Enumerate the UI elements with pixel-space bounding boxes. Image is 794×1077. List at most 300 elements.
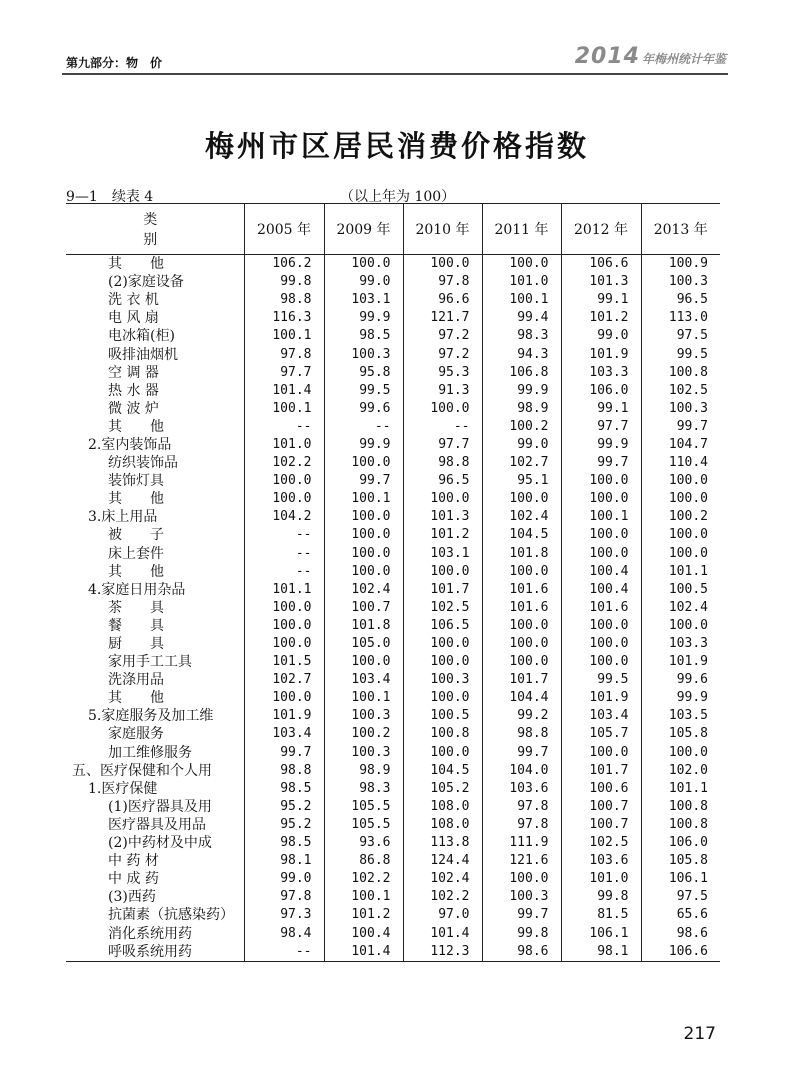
value-cell: 106.8 (482, 364, 561, 382)
value-cell: 97.7 (403, 436, 482, 454)
value-cell: 101.4 (324, 943, 403, 962)
category-cell: 五、医疗保健和个人用 (72, 762, 212, 779)
table-row (66, 707, 720, 725)
value-cell: 101.6 (482, 581, 561, 599)
value-cell: 86.8 (324, 852, 403, 870)
category-cell: 呼吸系统用药 (66, 943, 244, 962)
table-row (66, 744, 720, 762)
value-cell: 65.6 (641, 906, 720, 924)
value-cell: 103.6 (482, 780, 561, 798)
value-cell: 102.2 (244, 454, 324, 472)
value-cell: 100.0 (324, 563, 403, 581)
value-cell: 99.8 (561, 888, 641, 906)
value-cell: 95.2 (244, 798, 324, 816)
category-cell: 其 他 (108, 256, 164, 273)
value-cell: 99.8 (482, 924, 561, 942)
value-cell: 100.0 (403, 635, 482, 653)
value-cell: 105.5 (324, 798, 403, 816)
value-cell: 111.9 (482, 834, 561, 852)
category-cell: (2)中药材及中成 (108, 835, 212, 852)
table-row (66, 780, 720, 798)
page-title: 梅州市区居民消费价格指数 (204, 129, 589, 163)
value-cell: 100.1 (244, 400, 324, 418)
value-cell: 91.3 (403, 382, 482, 400)
category-cell: 洗 衣 机 (108, 292, 159, 309)
value-cell: -- (324, 418, 403, 436)
value-cell: 98.3 (324, 780, 403, 798)
value-cell: 100.0 (403, 255, 482, 274)
value-cell: 99.9 (641, 689, 720, 707)
table-row (66, 906, 720, 924)
value-cell: 100.3 (324, 744, 403, 762)
value-cell: 99.5 (324, 382, 403, 400)
value-cell: 108.0 (403, 798, 482, 816)
category-cell: 3.床上用品 (88, 509, 158, 526)
value-cell: 95.8 (324, 364, 403, 382)
base-note: （以上年为 100） (340, 189, 456, 205)
table-row (66, 943, 720, 962)
value-cell: 105.8 (641, 852, 720, 870)
value-cell: 100.4 (561, 563, 641, 581)
value-cell: 100.1 (324, 888, 403, 906)
category-cell: 2.室内装饰品 (88, 436, 172, 453)
value-cell: 99.1 (561, 400, 641, 418)
value-cell: 104.2 (244, 508, 324, 526)
section-header: 第九部分：物 价 (66, 56, 163, 70)
value-cell: 99.0 (561, 327, 641, 345)
value-cell: 108.0 (403, 816, 482, 834)
value-cell: 102.5 (641, 382, 720, 400)
table-row (66, 345, 720, 363)
value-cell: 101.9 (641, 653, 720, 671)
value-cell: 100.0 (561, 472, 641, 490)
value-cell: 99.7 (244, 744, 324, 762)
value-cell: 100.5 (403, 707, 482, 725)
value-cell: 101.7 (561, 762, 641, 780)
value-cell: 104.4 (482, 689, 561, 707)
table-row (66, 327, 720, 345)
value-cell: 100.1 (324, 490, 403, 508)
value-cell: 99.6 (641, 671, 720, 689)
table-row (66, 309, 720, 327)
value-cell: 99.9 (561, 436, 641, 454)
value-cell: 104.5 (482, 526, 561, 544)
value-cell: 104.5 (403, 762, 482, 780)
value-cell: 98.5 (244, 780, 324, 798)
category-cell: 5.家庭服务及加工维 (88, 708, 214, 725)
table-row (66, 689, 720, 707)
value-cell: 97.8 (482, 816, 561, 834)
category-cell: 其 他 (108, 418, 164, 435)
value-cell: 101.6 (482, 599, 561, 617)
table-row (66, 273, 720, 291)
value-cell: 98.5 (244, 834, 324, 852)
category-cell: 纺织装饰品 (108, 455, 178, 472)
table-row (66, 725, 720, 743)
value-cell: 100.0 (561, 744, 641, 762)
value-cell: 95.2 (244, 816, 324, 834)
value-cell: 95.3 (403, 364, 482, 382)
column-header: 2009 年 (324, 204, 403, 255)
value-cell: 102.5 (561, 834, 641, 852)
category-cell: 加工维修服务 (108, 744, 192, 761)
value-cell: 99.2 (482, 707, 561, 725)
value-cell: 100.0 (561, 635, 641, 653)
value-cell: 102.4 (641, 599, 720, 617)
value-cell: 96.5 (641, 291, 720, 309)
table-row (66, 545, 720, 563)
value-cell: 99.5 (641, 345, 720, 363)
value-cell: 102.4 (482, 508, 561, 526)
table-row (66, 472, 720, 490)
value-cell: 100.0 (482, 617, 561, 635)
value-cell: 98.5 (324, 327, 403, 345)
yearbook-year: 2014 (574, 44, 640, 69)
value-cell: 104.0 (482, 762, 561, 780)
value-cell: 100.0 (482, 255, 561, 274)
value-cell: 100.0 (324, 653, 403, 671)
value-cell: 103.4 (324, 671, 403, 689)
value-cell: -- (244, 563, 324, 581)
value-cell: 100.0 (482, 563, 561, 581)
value-cell: 100.9 (641, 255, 720, 274)
table-row (66, 255, 720, 274)
value-cell: 101.1 (641, 563, 720, 581)
value-cell: 100.0 (641, 472, 720, 490)
value-cell: 100.2 (324, 725, 403, 743)
value-cell: 100.0 (403, 563, 482, 581)
value-cell: 113.0 (641, 309, 720, 327)
value-cell: 93.6 (324, 834, 403, 852)
value-cell: 97.5 (641, 888, 720, 906)
table-header-row (66, 204, 720, 255)
value-cell: 98.9 (482, 400, 561, 418)
category-cell: 医疗器具及用品 (108, 816, 206, 833)
page-number: 217 (683, 1024, 716, 1044)
value-cell: 99.0 (482, 436, 561, 454)
value-cell: 106.0 (561, 382, 641, 400)
value-cell: 100.0 (641, 617, 720, 635)
value-cell: 100.5 (641, 581, 720, 599)
value-cell: 100.1 (561, 508, 641, 526)
value-cell: 100.0 (403, 744, 482, 762)
header-rule (62, 73, 728, 75)
category-cell: 其 他 (108, 491, 164, 508)
category-cell: 家用手工工具 (108, 654, 192, 671)
table-row (66, 888, 720, 906)
table-id: 9—1 续表 4 (66, 189, 154, 205)
table-row (66, 454, 720, 472)
value-cell: 99.7 (482, 744, 561, 762)
table-row (66, 291, 720, 309)
value-cell: 101.2 (403, 526, 482, 544)
value-cell: 97.8 (244, 345, 324, 363)
table-row (66, 581, 720, 599)
value-cell: 100.0 (641, 545, 720, 563)
value-cell: 100.0 (641, 526, 720, 544)
value-cell: 97.2 (403, 327, 482, 345)
value-cell: 97.8 (482, 798, 561, 816)
value-cell: 100.0 (244, 635, 324, 653)
value-cell: 100.0 (324, 508, 403, 526)
table-row (66, 852, 720, 870)
category-cell: 被 子 (108, 527, 164, 544)
value-cell: 101.4 (244, 382, 324, 400)
value-cell: 100.3 (641, 400, 720, 418)
value-cell: 100.0 (324, 526, 403, 544)
value-cell: 97.7 (244, 364, 324, 382)
value-cell: 97.3 (244, 906, 324, 924)
value-cell: -- (244, 545, 324, 563)
value-cell: 121.7 (403, 309, 482, 327)
price-index-table (66, 203, 720, 962)
value-cell: 97.8 (244, 888, 324, 906)
value-cell: 98.8 (403, 454, 482, 472)
value-cell: 99.7 (641, 418, 720, 436)
value-cell: 99.5 (561, 671, 641, 689)
value-cell: 102.2 (324, 870, 403, 888)
category-cell: (1)医疗器具及用 (108, 798, 212, 815)
value-cell: 99.7 (561, 454, 641, 472)
value-cell: 106.6 (561, 255, 641, 274)
value-cell: 101.1 (244, 581, 324, 599)
value-cell: 100.0 (561, 545, 641, 563)
value-cell: 105.5 (324, 816, 403, 834)
value-cell: 99.7 (324, 472, 403, 490)
value-cell: 101.0 (561, 870, 641, 888)
value-cell: 100.8 (641, 364, 720, 382)
value-cell: 101.5 (244, 653, 324, 671)
value-cell: -- (244, 526, 324, 544)
table-row (66, 635, 720, 653)
value-cell: 98.6 (482, 943, 561, 962)
value-cell: 103.3 (561, 364, 641, 382)
value-cell: 98.9 (324, 762, 403, 780)
table-row (66, 418, 720, 436)
table-body (66, 255, 720, 962)
value-cell: 103.4 (561, 707, 641, 725)
value-cell: 100.0 (244, 689, 324, 707)
value-cell: 100.0 (244, 599, 324, 617)
value-cell: 103.1 (403, 545, 482, 563)
category-cell: 中 成 药 (108, 871, 159, 888)
value-cell: 98.6 (641, 924, 720, 942)
category-cell: (3)西药 (108, 889, 156, 906)
value-cell: 96.6 (403, 291, 482, 309)
table-row (66, 599, 720, 617)
value-cell: 100.7 (561, 816, 641, 834)
value-cell: 100.0 (244, 617, 324, 635)
value-cell: 100.0 (561, 526, 641, 544)
category-cell: 装饰灯具 (108, 473, 164, 490)
yearbook-name: 年梅州统计年鉴 (641, 52, 726, 66)
value-cell: 95.1 (482, 472, 561, 490)
value-cell: 98.1 (244, 852, 324, 870)
column-header: 2013 年 (641, 204, 720, 255)
category-cell: (2)家庭设备 (108, 274, 184, 291)
value-cell: 101.7 (403, 581, 482, 599)
table-row (66, 617, 720, 635)
value-cell: 100.3 (324, 707, 403, 725)
value-cell: 101.2 (561, 309, 641, 327)
yearbook-header (575, 44, 726, 69)
value-cell: 100.0 (403, 490, 482, 508)
value-cell: 112.3 (403, 943, 482, 962)
value-cell: 99.1 (561, 291, 641, 309)
value-cell: 105.8 (641, 725, 720, 743)
category-cell: 洗涤用品 (108, 672, 164, 689)
value-cell: 100.2 (482, 418, 561, 436)
value-cell: 100.2 (641, 508, 720, 526)
column-header: 2012 年 (561, 204, 641, 255)
category-cell: 抗菌素（抗感染药） (108, 907, 234, 924)
value-cell: 98.4 (244, 924, 324, 942)
value-cell: 100.0 (244, 490, 324, 508)
table-row (66, 924, 720, 942)
category-cell: 消化系统用药 (108, 925, 192, 942)
value-cell: 99.9 (482, 382, 561, 400)
value-cell: 101.3 (403, 508, 482, 526)
value-cell: 101.4 (403, 924, 482, 942)
value-cell: 100.3 (324, 345, 403, 363)
value-cell: 102.2 (403, 888, 482, 906)
category-cell: 其 他 (108, 690, 164, 707)
value-cell: 99.9 (324, 309, 403, 327)
value-cell: 103.5 (641, 707, 720, 725)
value-cell: 106.5 (403, 617, 482, 635)
value-cell: 100.3 (641, 273, 720, 291)
value-cell: 106.1 (561, 924, 641, 942)
value-cell: 101.9 (244, 707, 324, 725)
table-row (66, 798, 720, 816)
table-row (66, 816, 720, 834)
value-cell: 100.0 (403, 653, 482, 671)
value-cell: 116.3 (244, 309, 324, 327)
value-cell: 98.8 (244, 762, 324, 780)
column-header: 2010 年 (403, 204, 482, 255)
category-cell: 中 药 材 (108, 853, 159, 870)
value-cell: 101.7 (482, 671, 561, 689)
table-row (66, 526, 720, 544)
value-cell: 100.1 (244, 327, 324, 345)
value-cell: 100.0 (403, 400, 482, 418)
table-row (66, 834, 720, 852)
value-cell: 106.0 (641, 834, 720, 852)
value-cell: 101.8 (324, 617, 403, 635)
value-cell: 100.0 (641, 744, 720, 762)
value-cell: 101.3 (561, 273, 641, 291)
value-cell: 101.6 (561, 599, 641, 617)
category-cell: 床上套件 (108, 545, 164, 562)
value-cell: 99.7 (482, 906, 561, 924)
value-cell: 97.7 (561, 418, 641, 436)
value-cell: 105.0 (324, 635, 403, 653)
value-cell: 100.0 (482, 653, 561, 671)
value-cell: 102.5 (403, 599, 482, 617)
value-cell: 113.8 (403, 834, 482, 852)
value-cell: 102.7 (482, 454, 561, 472)
table-row (66, 563, 720, 581)
value-cell: 106.1 (641, 870, 720, 888)
table-row (66, 400, 720, 418)
table-row (66, 490, 720, 508)
table-row (66, 508, 720, 526)
value-cell: 97.5 (641, 327, 720, 345)
value-cell: 100.0 (561, 490, 641, 508)
value-cell: 97.0 (403, 906, 482, 924)
value-cell: 100.0 (244, 472, 324, 490)
value-cell: 100.0 (403, 689, 482, 707)
column-header: 2005 年 (244, 204, 324, 255)
table-row (66, 653, 720, 671)
value-cell: 103.6 (561, 852, 641, 870)
category-cell: 1.医疗保健 (88, 780, 158, 797)
value-cell: 101.9 (561, 345, 641, 363)
value-cell: 100.1 (324, 689, 403, 707)
value-cell: 100.7 (324, 599, 403, 617)
category-cell: 吸排油烟机 (108, 346, 178, 363)
value-cell: 100.4 (324, 924, 403, 942)
category-cell: 4.家庭日用杂品 (88, 581, 186, 598)
value-cell: 100.0 (324, 545, 403, 563)
category-cell: 家庭服务 (108, 726, 164, 743)
value-cell: -- (403, 418, 482, 436)
value-cell: 110.4 (641, 454, 720, 472)
value-cell: 102.4 (403, 870, 482, 888)
value-cell: 100.1 (482, 291, 561, 309)
table-row (66, 382, 720, 400)
value-cell: 99.0 (244, 870, 324, 888)
value-cell: 100.7 (561, 798, 641, 816)
value-cell: 99.9 (324, 436, 403, 454)
value-cell: 99.6 (324, 400, 403, 418)
value-cell: 99.0 (324, 273, 403, 291)
value-cell: 99.4 (482, 309, 561, 327)
value-cell: 100.0 (482, 635, 561, 653)
value-cell: 101.0 (244, 436, 324, 454)
value-cell: 100.6 (561, 780, 641, 798)
table-row (66, 364, 720, 382)
value-cell: 100.3 (403, 671, 482, 689)
table-row (66, 436, 720, 454)
category-cell: 餐 具 (108, 617, 164, 634)
value-cell: 100.8 (641, 798, 720, 816)
value-cell: 102.7 (244, 671, 324, 689)
value-cell: 121.6 (482, 852, 561, 870)
value-cell: 101.8 (482, 545, 561, 563)
value-cell: 94.3 (482, 345, 561, 363)
value-cell: 98.8 (482, 725, 561, 743)
value-cell: 100.0 (482, 870, 561, 888)
value-cell: 100.0 (324, 255, 403, 274)
value-cell: 103.3 (641, 635, 720, 653)
value-cell: 100.0 (482, 490, 561, 508)
value-cell: 98.3 (482, 327, 561, 345)
value-cell: 100.3 (482, 888, 561, 906)
value-cell: 105.7 (561, 725, 641, 743)
column-header: 类 别 (66, 204, 244, 255)
value-cell: 100.4 (561, 581, 641, 599)
column-header: 2011 年 (482, 204, 561, 255)
value-cell: 100.8 (403, 725, 482, 743)
value-cell: 103.1 (324, 291, 403, 309)
value-cell: 102.0 (641, 762, 720, 780)
value-cell: 106.6 (641, 943, 720, 962)
value-cell: 101.9 (561, 689, 641, 707)
value-cell: 101.1 (641, 780, 720, 798)
value-cell: -- (244, 418, 324, 436)
category-cell: 空 调 器 (108, 364, 159, 381)
